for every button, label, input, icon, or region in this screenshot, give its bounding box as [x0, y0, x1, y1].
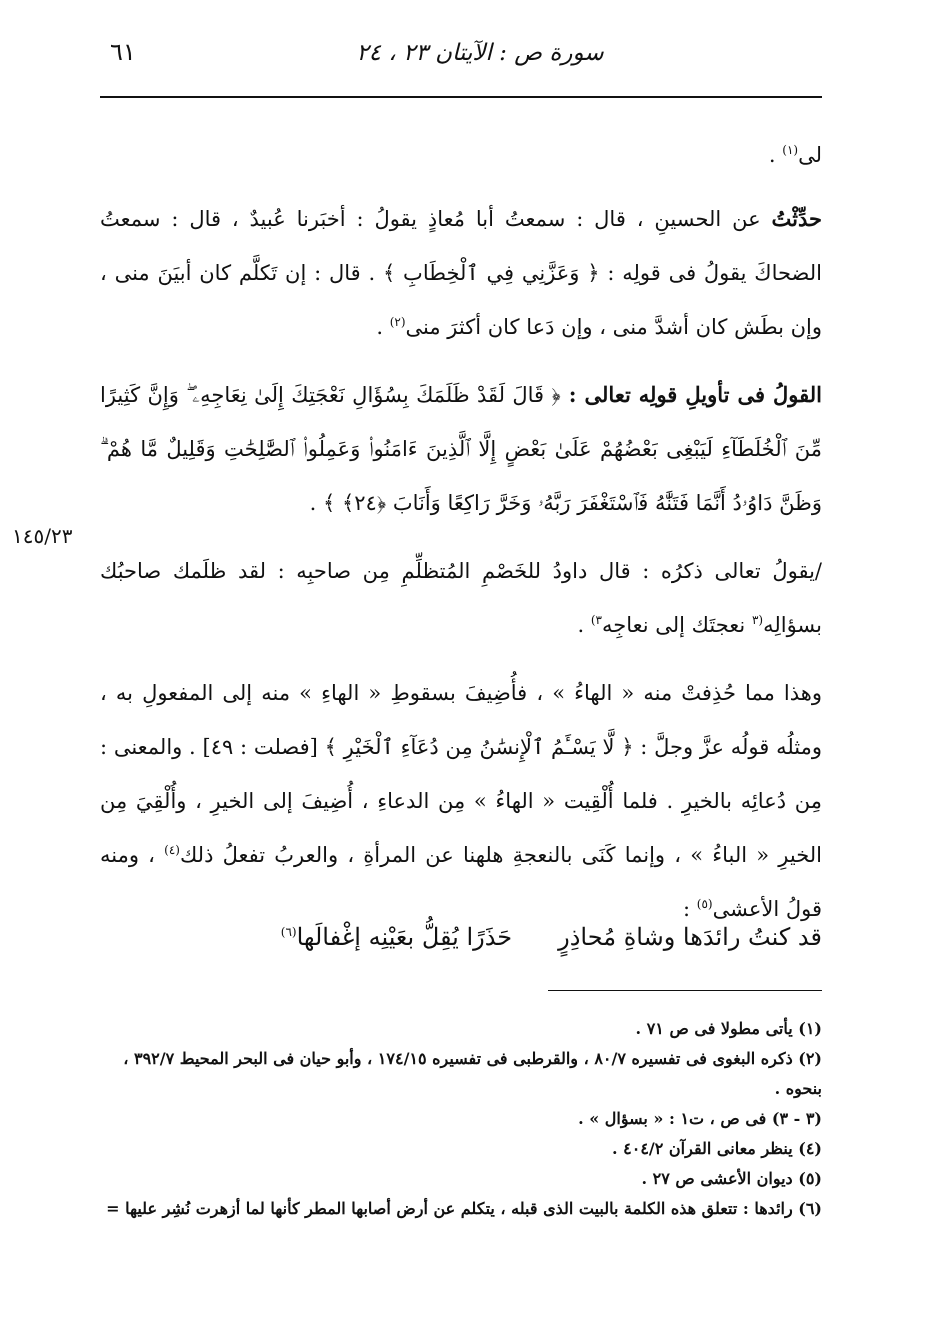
- footnote-ref-1: (١): [782, 143, 799, 157]
- footnote-5: (٥) ديوان الأعشى ص ٢٧ .: [641, 1169, 822, 1188]
- citation: [فصلت : ٤٩]: [202, 735, 325, 759]
- footnote-ref-2: (٢): [389, 315, 406, 329]
- margin-reference: ١٤٥/٢٣: [12, 524, 73, 548]
- quran-quote: ﴿ وَعَزَّنِي فِي ٱلْخِطَابِ ﴾: [382, 261, 600, 285]
- footnote-ref-4: (٤): [164, 843, 180, 857]
- text: /يقولُ تعالى ذكرُه : قال داودُ للخَصْمِ المُتظلِّمِ مِن صاحبِه : لقد ظلَمك صاحبُك بسؤالِه: [100, 559, 822, 637]
- paragraph-2: [100, 192, 822, 354]
- paragraph-1: [100, 128, 822, 182]
- text: .: [577, 613, 591, 637]
- footnote-ref-3-close: ٣): [590, 613, 602, 627]
- paragraph-3: [100, 368, 822, 530]
- paragraph-4: [100, 544, 822, 652]
- footnotes: [100, 1014, 822, 1224]
- header-rule: [100, 96, 822, 98]
- text: . والمعنى : مِن دُعائِه بالخيرِ . فلما أُلْقِيت « الهاءُ » مِن الدعاءِ ، أُضِيفَ إلى الخيرِ ، وأُلْقِيَ مِن الخيرِ « الباءُ » ، وإنما كَنَى بالنعجةِ هلهنا عن المرأةِ ، والعربُ تفعلُ ذلك: [100, 735, 822, 867]
- footnote-3: (٣ - ٣) فى ص ، ت١ : « بسؤال » .: [578, 1109, 822, 1128]
- paragraph-lead: القولُ فى تأويلِ قولِه تعالى :: [560, 382, 822, 407]
- verse-hemistich-2: حَذَرًا يُقِلُّ بعَيْنِه إغْفالَها: [296, 923, 513, 951]
- text: . قال : إن تَكلَّم كان أبيَنَ منى ، وإن بطَش كان أشدَّ منى ، وإن دَعا كان أكثرَ منى: [100, 261, 822, 339]
- footnote-6: (٦) رائدها : تتعلق هذه الكلمة بالبيت الذى قبله ، يتكلم عن أرض أصابها المطر كأنها لما أزهرت نُشِر عليها =: [106, 1199, 822, 1218]
- running-head: سورة ص : الآيتان ٢٣ ، ٢٤: [356, 40, 604, 66]
- footnote-2-continued: بنحوه .: [774, 1079, 822, 1098]
- text: .: [376, 315, 390, 339]
- text: ، ومنه قولُ الأعشى: [100, 843, 822, 921]
- verse-hemistich-1: قد كنتُ رائدَها وشاةِ مُحاذِرٍ: [558, 923, 822, 951]
- paragraph-lead: حدِّثْتُ: [771, 206, 822, 231]
- paragraph-5: [100, 666, 822, 936]
- text: نعجتَك إلى نعاجِه: [601, 613, 752, 637]
- quran-quote: ﴿ لَّا يَسْـَٔمُ ٱلْإِنسَٰنُ مِن دُعَآءِ ٱلْخَيْرِ ﴾: [324, 735, 634, 759]
- page-number: ٦١: [110, 38, 136, 66]
- text: عن الحسينِ ، قال : سمعتُ أبا مُعاذٍ يقولُ : أخبَرنا عُبيدٌ ، قال : سمعتُ الضحاكَ يقولُ فى قولِه :: [100, 207, 822, 285]
- footnote-1: (١) يأتى مطولا فى ص ٧١ .: [635, 1019, 822, 1038]
- footnote-2: (٢) ذكره البغوى فى تفسيره ٨٠/٧ ، والقرطبى فى تفسيره ١٧٤/١٥ ، وأبو حيان فى البحر المحيط ٣٩٢/٧ ،: [123, 1049, 822, 1068]
- text: لى: [798, 143, 822, 167]
- footnote-4: (٤) ينظر معانى القرآن ٤٠٤/٢ .: [611, 1139, 822, 1158]
- poetry-verse: [100, 912, 822, 962]
- footnote-rule: [548, 990, 822, 991]
- text: وهذا مما حُذِفتْ منه « الهاءُ » ، فأُضِيفَ بسقوطِ « الهاءِ » منه إلى المفعولِ به ، ومثلُه قولُه عزَّ وجلَّ :: [100, 681, 823, 759]
- main-text: [100, 128, 822, 936]
- footnote-ref-5: (٥): [696, 897, 713, 911]
- footnote-ref-3-open: (٣: [751, 613, 764, 627]
- quran-quote: ﴿ قَالَ لَقَدْ ظَلَمَكَ بِسُؤَالِ نَعْجَتِكَ إِلَىٰ نِعَاجِهِۦ ۖ وَإِنَّ كَثِيرًا مِّنَ ٱلْخُلَطَآءِ لَيَبْغِى بَعْضُهُمْ عَلَىٰ بَعْضٍ إِلَّا ٱلَّذِينَ ءَامَنُوا۟ وَعَمِلُوا۟ ٱلصَّٰلِحَٰتِ وَقَلِيلٌ مَّا هُمْ ۗ وَظَنَّ دَاوُۥدُ أَنَّمَا فَتَنَّٰهُ فَٱسْتَغْفَرَ رَبَّهُۥ وَخَرَّ رَاكِعًا وَأَنَابَ ﴿٢٤﴾ ﴾: [100, 383, 822, 515]
- text: .: [309, 491, 323, 515]
- text: :: [683, 897, 697, 921]
- footnote-ref-6: (٦): [280, 925, 297, 939]
- text: .: [768, 143, 783, 167]
